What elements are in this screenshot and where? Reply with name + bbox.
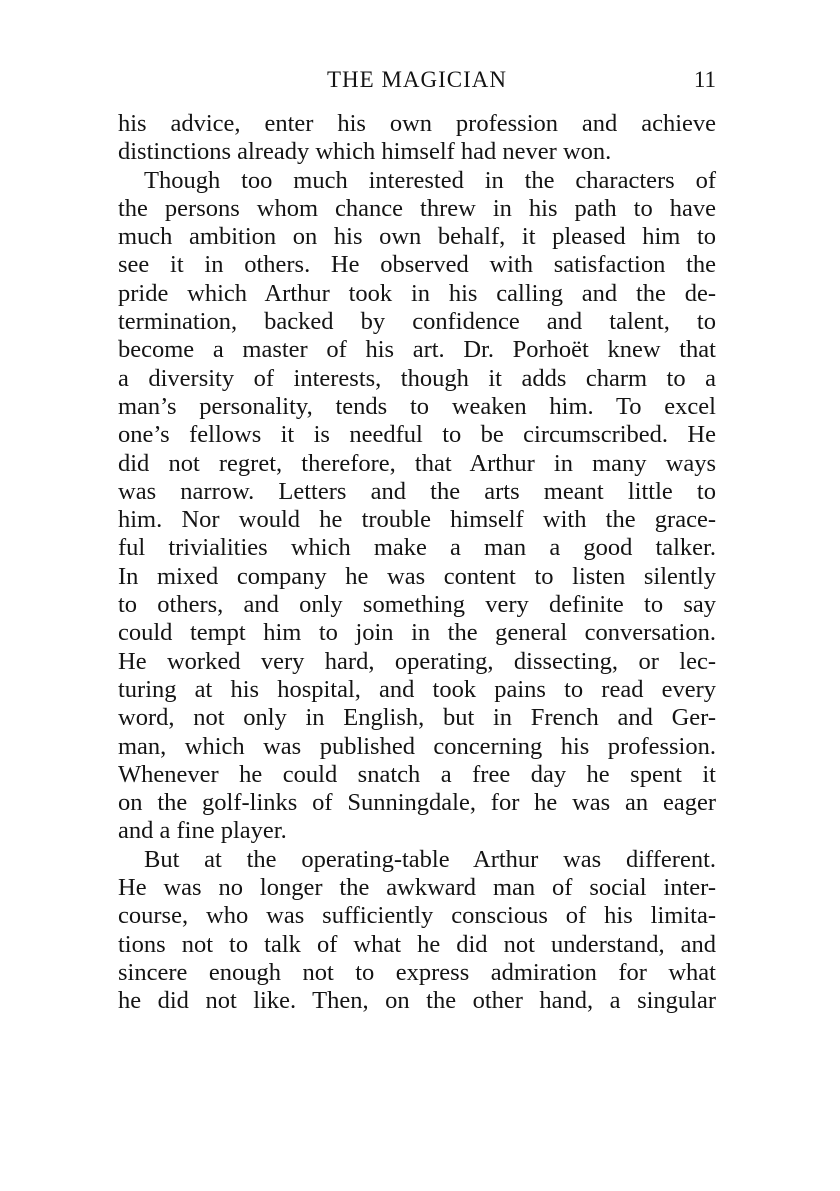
text-line: ful trivialities which make a man a good talker.: [118, 534, 716, 562]
text-line: much ambition on his own behalf, it pleased him to: [118, 223, 716, 251]
text-line: He was no longer the awkward man of social inter-: [118, 874, 716, 902]
text-line: to others, and only something very definite to say: [118, 591, 716, 619]
text-line: distinctions already which himself had never won.: [118, 138, 612, 166]
text-line: But at the operating-table Arthur was different.: [144, 845, 716, 873]
text-line: Though too much interested in the characters of: [144, 166, 716, 194]
text-line: He worked very hard, operating, dissecting, or lec-: [118, 647, 716, 675]
running-title: THE MAGICIAN: [326, 67, 507, 92]
text-line: and a fine player.: [118, 817, 287, 845]
text-line: turing at his hospital, and took pains to read every: [118, 675, 716, 703]
text-line: man, which was published concerning his profession.: [118, 732, 716, 760]
body-text: [118, 110, 716, 1016]
running-header: [118, 64, 716, 96]
text-line: was narrow. Letters and the arts meant little to: [118, 477, 716, 505]
text-line: pride which Arthur took in his calling and the de-: [118, 279, 716, 307]
text-line: a diversity of interests, though it adds charm to a: [118, 364, 716, 392]
text-line: termination, backed by confidence and talent, to: [118, 308, 716, 336]
page-number: 11: [693, 67, 716, 92]
text-line: course, who was sufficiently conscious of his limita-: [118, 902, 716, 930]
text-line: him. Nor would he trouble himself with the grace-: [118, 506, 716, 534]
text-line: Whenever he could snatch a free day he spent it: [118, 760, 716, 788]
text-line: did not regret, therefore, that Arthur in many ways: [118, 449, 716, 477]
text-line: become a master of his art. Dr. Porhoët knew that: [118, 336, 716, 364]
text-line: his advice, enter his own profession and achieve: [118, 110, 716, 137]
text-line: one’s fellows it is needful to be circumscribed. He: [118, 421, 716, 449]
text-line: tions not to talk of what he did not understand, and: [118, 930, 716, 958]
text-line: In mixed company he was content to listen silently: [118, 562, 716, 590]
text-line: man’s personality, tends to weaken him. To excel: [118, 392, 716, 420]
text-line: see it in others. He observed with satisfaction the: [118, 251, 716, 279]
text-line: he did not like. Then, on the other hand, a singular: [118, 987, 716, 1015]
text-line: sincere enough not to express admiration for what: [118, 958, 716, 986]
text-line: on the golf-links of Sunningdale, for he was an eager: [118, 789, 716, 817]
text-line: word, not only in English, but in French and Ger-: [118, 704, 716, 732]
text-line: could tempt him to join in the general conversation.: [118, 619, 716, 647]
text-line: the persons whom chance threw in his path to have: [118, 194, 716, 222]
